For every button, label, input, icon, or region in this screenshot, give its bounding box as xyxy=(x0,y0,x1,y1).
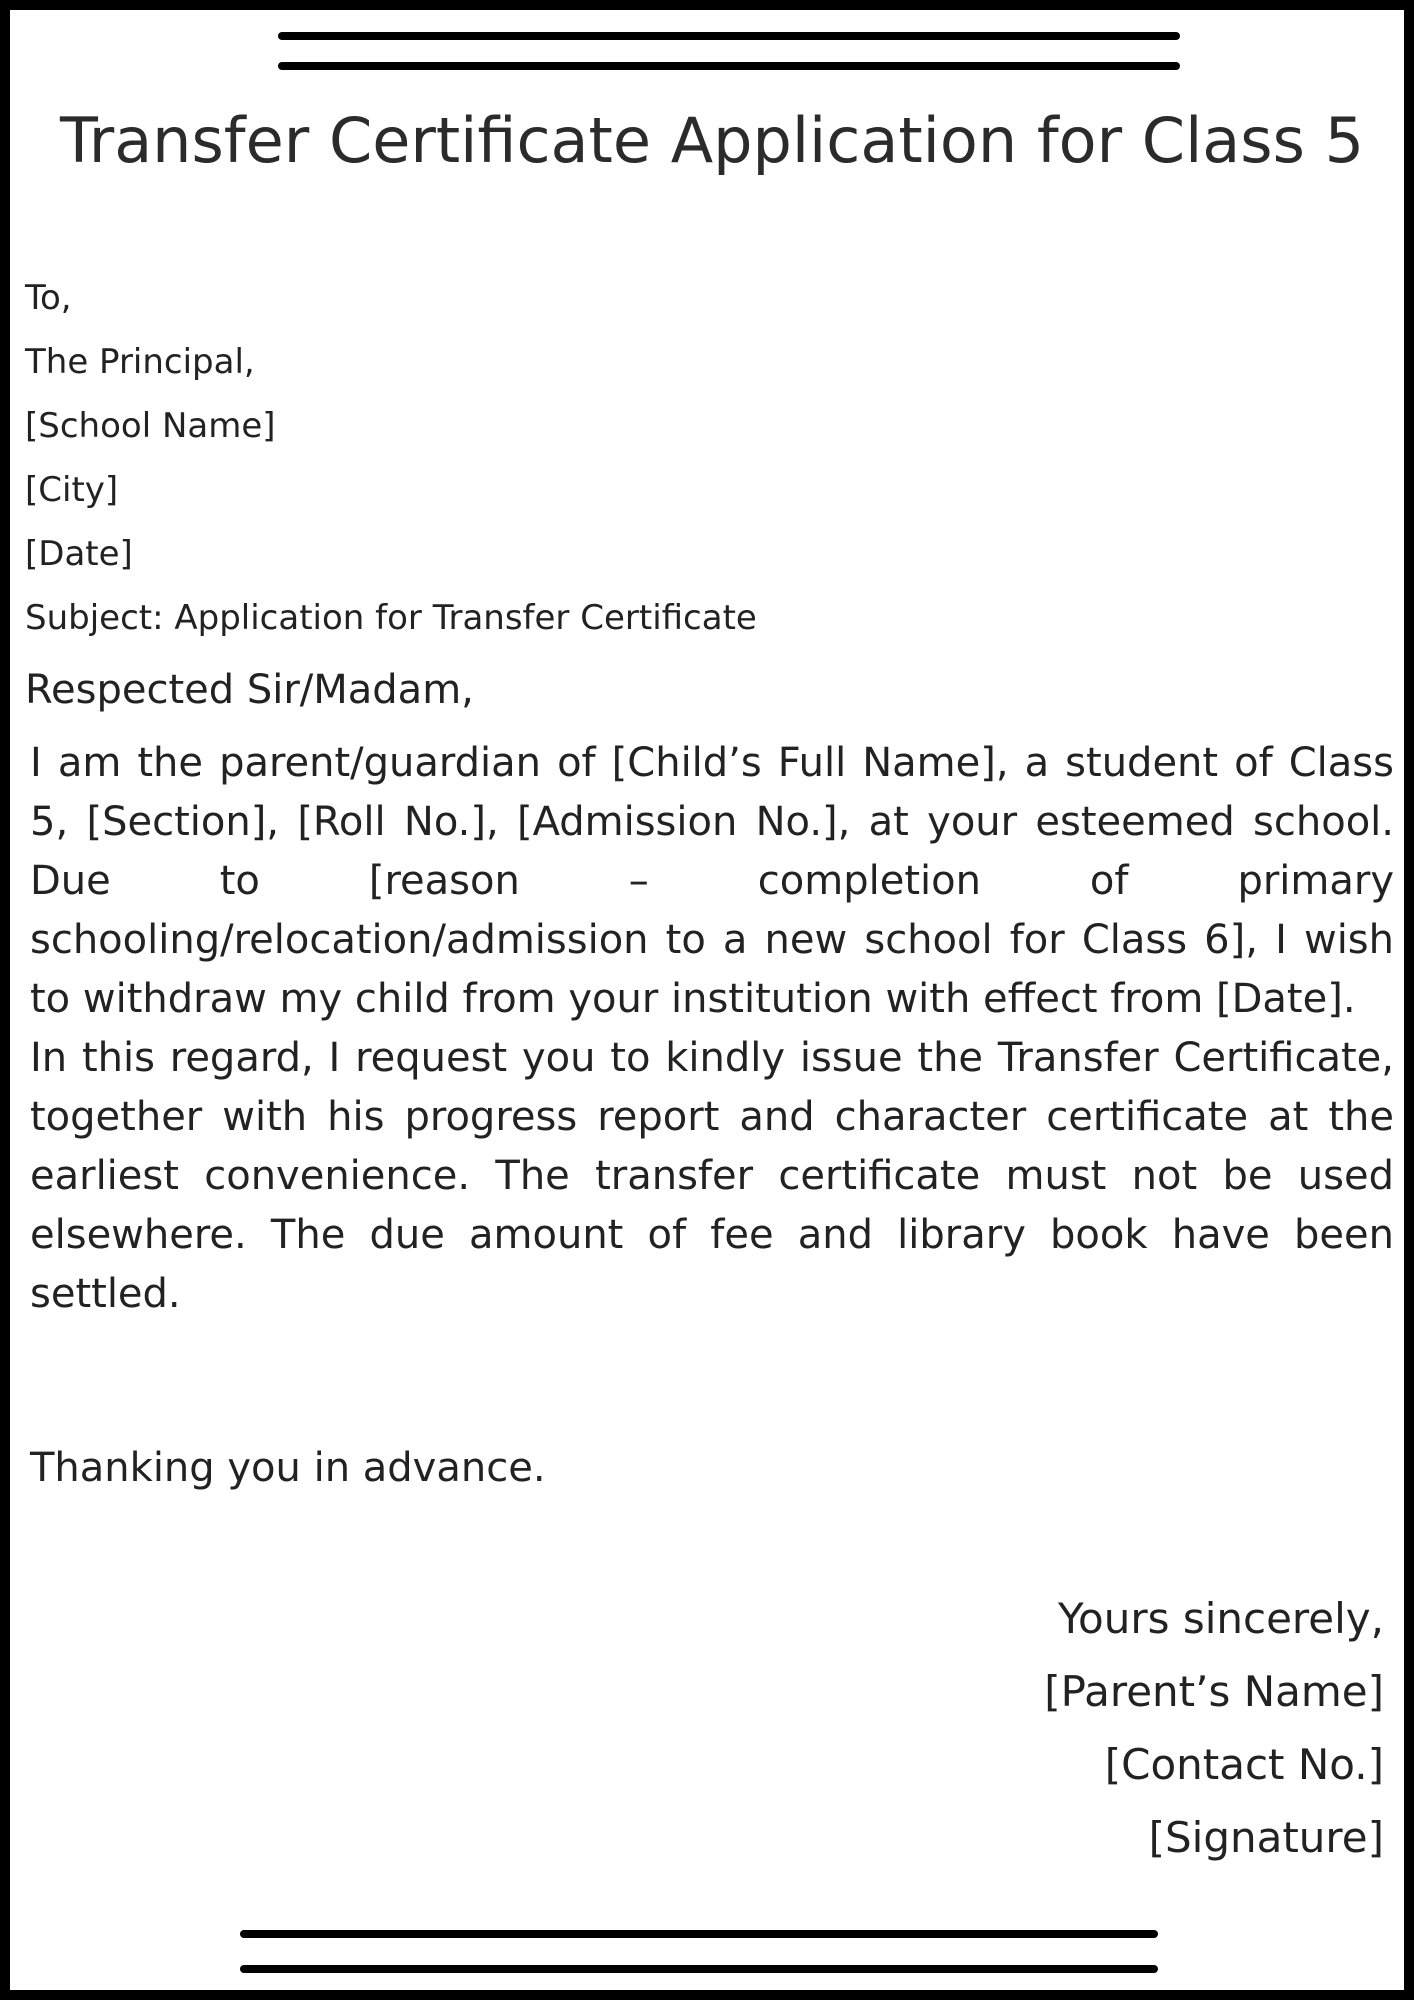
top-rule-lower xyxy=(278,62,1180,70)
document-title: Transfer Certificate Application for Class 5 xyxy=(59,104,1365,177)
closing-line: Thanking you in advance. xyxy=(30,1445,546,1491)
address-recipient: The Principal, xyxy=(25,342,255,382)
body-paragraph-1: I am the parent/guardian of [Child’s Full Name], a student of Class 5, [Section], [Roll No.], [Admission No.], at your esteemed school. Due to [reason – completion of primary schooling/relocation/admission to a new school for Class 6], I wish to withdraw my child from your institution with effect from [Date]. xyxy=(30,740,1394,1022)
contact-number: [Contact No.] xyxy=(1104,1740,1384,1789)
parent-name: [Parent’s Name] xyxy=(1044,1667,1384,1716)
subject-line: Subject: Application for Transfer Certificate xyxy=(25,598,757,638)
letter-body xyxy=(30,734,1394,1324)
bottom-rule-upper xyxy=(240,1930,1158,1938)
address-to: To, xyxy=(25,278,72,318)
body-paragraph-2: In this regard, I request you to kindly issue the Transfer Certificate, together with his progress report and character certificate at the earliest convenience. The transfer certificate must not be used elsewhere. The due amount of fee and library book have been settled. xyxy=(30,1035,1394,1317)
top-rule-upper xyxy=(278,32,1180,40)
address-city: [City] xyxy=(25,470,119,510)
valediction: Yours sincerely, xyxy=(1057,1594,1384,1643)
salutation: Respected Sir/Madam, xyxy=(25,667,474,713)
address-school: [School Name] xyxy=(25,406,276,446)
address-date: [Date] xyxy=(25,534,133,574)
signoff-block xyxy=(684,1582,1384,1874)
bottom-rule-lower xyxy=(240,1965,1158,1973)
signature-placeholder: [Signature] xyxy=(1148,1813,1384,1862)
address-block xyxy=(25,266,1025,650)
